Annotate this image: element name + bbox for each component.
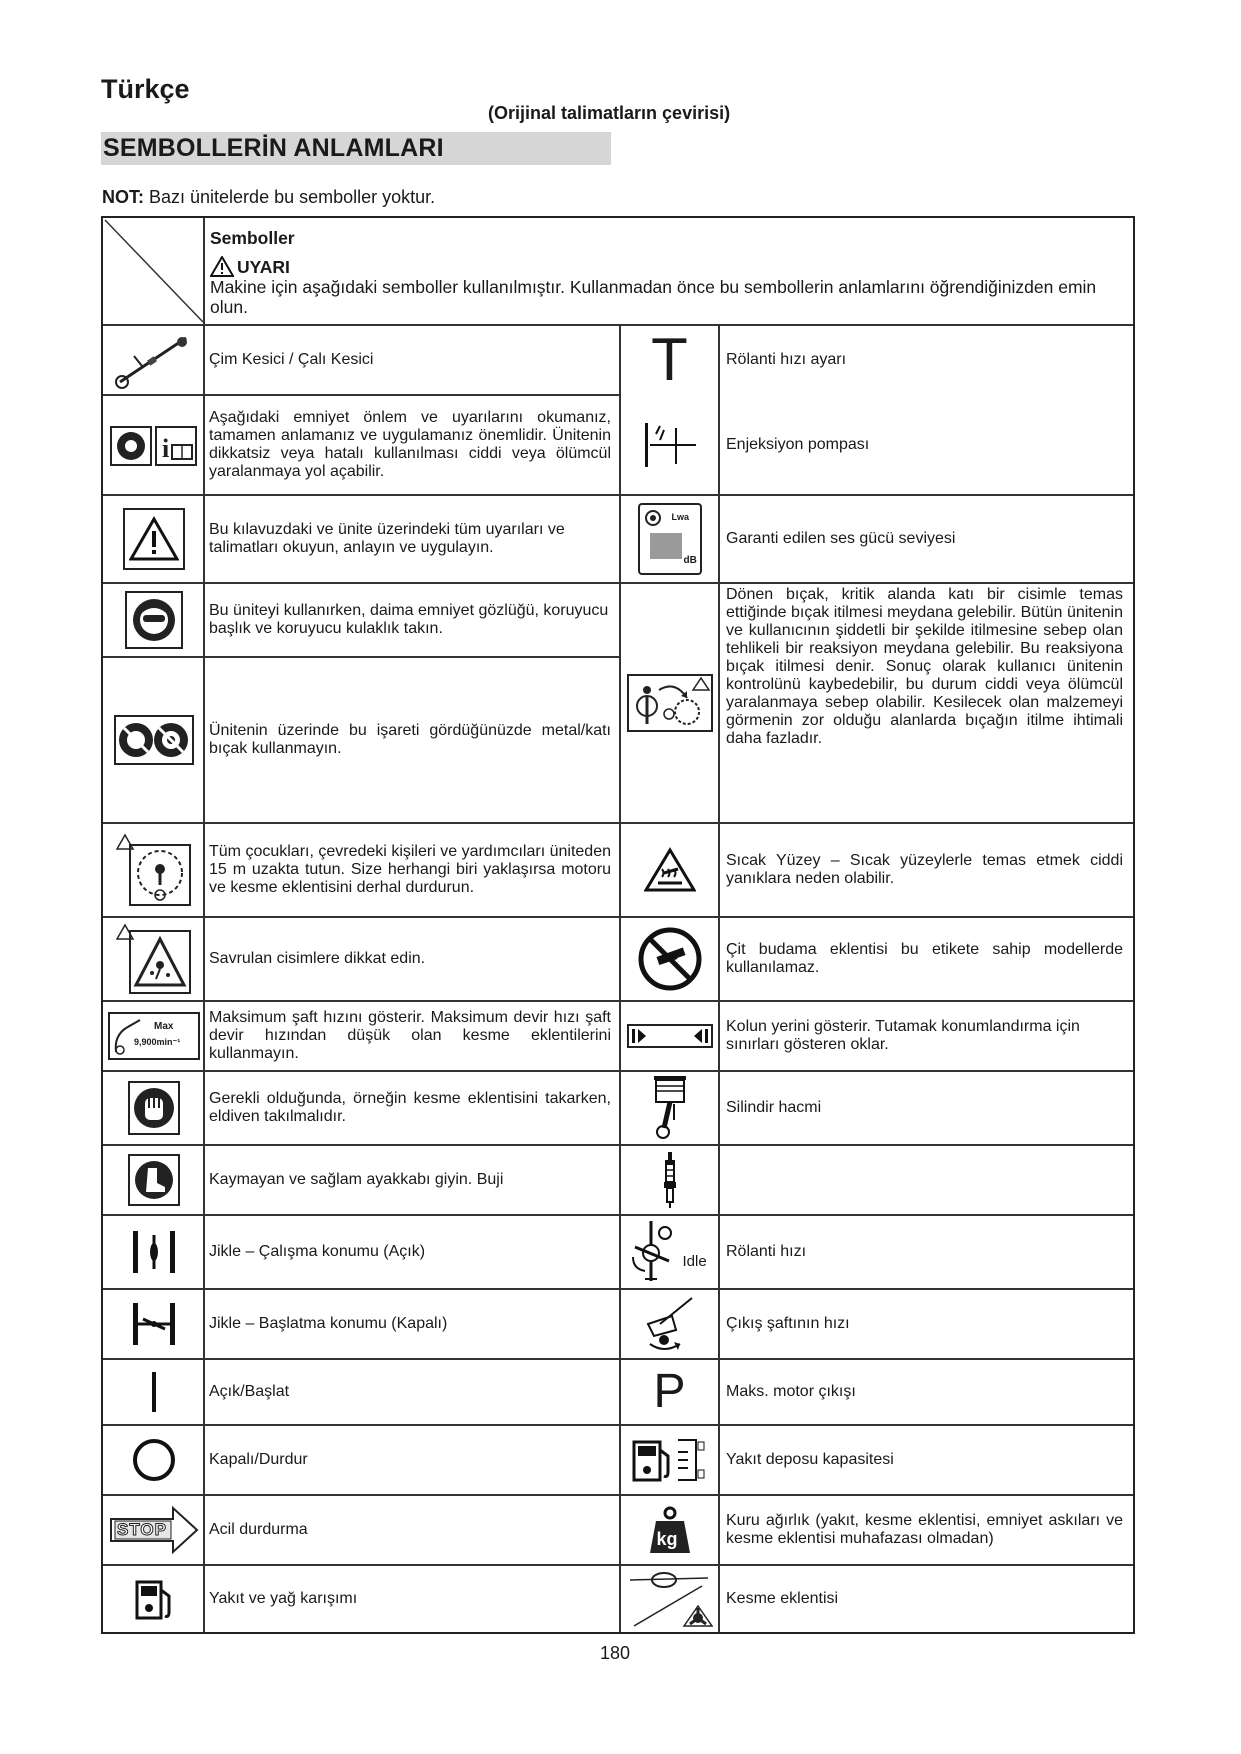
- no-hedge-trimmer-icon: [621, 918, 718, 1000]
- right-text-10: Çıkış şaftının hızı: [726, 1315, 850, 1332]
- page-number: 180: [600, 1643, 631, 1663]
- left-text-6: Savrulan cisimlere dikkat edin.: [209, 950, 426, 967]
- symbols-table: [101, 216, 1135, 1634]
- warning-triangle-icon: [105, 496, 203, 582]
- note-label: NOT:: [102, 187, 144, 207]
- cylinder-icon: [621, 1072, 718, 1144]
- left-text-11: Jikle – Başlatma konumu (Kapalı): [209, 1315, 448, 1332]
- subtitle: (Orijinal talimatların çevirisi): [488, 103, 731, 123]
- left-text-4: Ünitenin üzerinde bu işareti gördüğünüzde metal/katı bıçak kullanmayın.: [209, 722, 611, 757]
- note: [102, 187, 435, 208]
- right-text-9: Rölanti hızı: [726, 1243, 807, 1260]
- warning-text: Makine için aşağıdaki semboller kullanılmıştır. Kullanmadan önce bu sembollerin anlamlarını öğrendiğinizden emin olun.: [210, 277, 1097, 317]
- left-text-12: Açık/Başlat: [209, 1383, 290, 1400]
- left-text-14: Acil durdurma: [209, 1521, 308, 1538]
- right-text-8: [726, 1146, 1131, 1214]
- language-title: Türkçe: [101, 74, 190, 104]
- choke-start-icon: [105, 1290, 203, 1358]
- emergency-stop-icon: [105, 1496, 203, 1564]
- hot-surface-icon: [621, 824, 718, 916]
- choke-run-icon: [105, 1216, 203, 1288]
- read-manual-icon: [105, 396, 203, 494]
- fuel-oil-mix-icon: [105, 1566, 203, 1632]
- dry-weight-icon: [621, 1496, 718, 1564]
- keep-distance-icon: [105, 824, 203, 916]
- header-diagonal: [103, 218, 205, 324]
- right-text-0: Rölanti hızı ayarı: [726, 351, 847, 368]
- sound-level-box: [650, 533, 682, 559]
- note-text: Bazı ünitelerde bu semboller yoktur.: [144, 187, 436, 207]
- left-text-5: Tüm çocukları, çevredeki kişileri ve yardımcıları üniteden 15 m uzakta tutun. Size herhangi biri yaklaşırsa motoru ve kesme eklentisini derhal durdurun.: [209, 843, 611, 896]
- right-text-1: Enjeksiyon pompası: [726, 436, 870, 453]
- gloves-icon: [105, 1072, 203, 1144]
- max-shaft-speed-icon: [105, 1002, 203, 1070]
- right-text-13: Kuru ağırlık (yakıt, kesme eklentisi, emniyet askıları ve kesme eklentisi muhafazası olmadan): [726, 1512, 1123, 1547]
- right-text-7: Silindir hacmi: [726, 1099, 822, 1116]
- max-power-icon: [621, 1360, 718, 1424]
- handle-position-icon: [621, 1002, 718, 1070]
- left-text-1: Aşağıdaki emniyet önlem ve uyarılarını okumanız, tamamen anlamanız ve uygulamanız önemlidir. Ünitenin dikkatsiz veya hatalı kullanılması ciddi veya ölümcül yaralanmaya yol açabilir.: [209, 409, 611, 480]
- right-text-14: Kesme eklentisi: [726, 1590, 839, 1607]
- thrown-objects-icon: [105, 918, 203, 1000]
- right-text-12: Yakıt deposu kapasitesi: [726, 1451, 894, 1468]
- right-text-3: Dönen bıçak, kritik alanda katı bir cisimle temas ettiğinde bıçak itilmesi meydana gelebilir. Bütün ünitenin ve kullanıcının şiddetli bir şekilde itilmesine sebep olan tehlikeli bir reaksiyon meydana gelebilir. Bu reaksiyona bıçak itilmesi denir. Sonuç olarak kullanıcı ünitenin kontrolünü kaybedebilir, bu durum ciddi veya ölümcül yaralanmaya sebep olabilir. Kesilecek olan malzemeyi görmenin zor olduğu alanlarda bıçağın itilme ihtimali daha fazladır.: [726, 586, 1123, 747]
- sound-power-icon: [621, 496, 718, 582]
- p-label: P: [653, 1365, 686, 1418]
- right-text-11: Maks. motor çıkışı: [726, 1383, 856, 1400]
- col-divider-1: [203, 218, 205, 1632]
- svg-text:i: i: [162, 434, 170, 463]
- injection-pump-icon: [621, 396, 718, 494]
- cutting-attachment-icon: [621, 1566, 718, 1632]
- right-text-6: Kolun yerini gösterir. Tutamak konumlandırma için sınırları gösteren oklar.: [726, 1018, 1080, 1053]
- boots-icon: [105, 1146, 203, 1214]
- table-header: [210, 222, 1130, 317]
- right-text-2: Garanti edilen ses gücü seviyesi: [726, 530, 956, 547]
- protective-gear-icon: [105, 584, 203, 656]
- blade-thrust-icon: [621, 584, 718, 822]
- right-text-4: Sıcak Yüzey – Sıcak yüzeylerle temas etmek ciddi yanıklara neden olabilir.: [726, 852, 1123, 887]
- idle-adjust-icon: [621, 326, 718, 394]
- output-shaft-speed-icon: [621, 1290, 718, 1358]
- left-text-13: Kapalı/Durdur: [209, 1451, 308, 1468]
- left-text-0: Çim Kesici / Çalı Kesici: [209, 351, 374, 368]
- stop-label: STOP: [117, 1520, 167, 1539]
- max-label: Max: [154, 1021, 174, 1032]
- page-heading: SEMBOLLERİN ANLAMLARI: [103, 134, 444, 162]
- left-text-15: Yakıt ve yağ karışımı: [209, 1590, 358, 1607]
- max-rpm-label: 9,900min⁻¹: [134, 1037, 181, 1047]
- spark-plug-icon: [621, 1146, 718, 1214]
- warning-line: [210, 256, 1130, 277]
- kg-label: kg: [656, 1529, 678, 1549]
- col-divider-3: [718, 324, 720, 1632]
- lwa-label: Lwa: [671, 512, 690, 522]
- left-text-2: Bu kılavuzdaki ve ünite üzerindeki tüm uyarıları ve talimatları okuyun, anlayın ve uygulayın.: [209, 521, 565, 556]
- left-text-8: Gerekli olduğunda, örneğin kesme eklentisini takarken, eldiven takılmalıdır.: [209, 1090, 611, 1125]
- left-text-10: Jikle – Çalışma konumu (Açık): [209, 1243, 426, 1260]
- off-stop-icon: [105, 1426, 203, 1494]
- t-label: T: [651, 326, 688, 393]
- db-label: dB: [683, 555, 697, 566]
- left-text-7: Maksimum şaft hızını gösterir. Maksimum devir hızı şaft devir hızından düşük olan kesme eklentilerini kullanmayın.: [209, 1009, 611, 1062]
- fuel-tank-icon: [621, 1426, 718, 1494]
- idle-label: Idle: [682, 1253, 707, 1270]
- on-start-icon: [105, 1360, 203, 1424]
- left-text-3: Bu üniteyi kullanırken, daima emniyet gözlüğü, koruyucu başlık ve koruyucu kulaklık takın.: [209, 602, 609, 637]
- header-title: Semboller: [210, 228, 295, 248]
- no-metal-blade-icon: [105, 658, 203, 822]
- idle-speed-icon: [621, 1216, 718, 1288]
- warning-label: UYARI: [237, 256, 290, 277]
- warning-icon: [210, 256, 234, 277]
- left-text-9: Kaymayan ve sağlam ayakkabı giyin. Buji: [209, 1171, 504, 1188]
- right-text-5: Çit budama eklentisi bu etikete sahip modellerde kullanılamaz.: [726, 941, 1123, 976]
- grass-trimmer-icon: [105, 326, 203, 394]
